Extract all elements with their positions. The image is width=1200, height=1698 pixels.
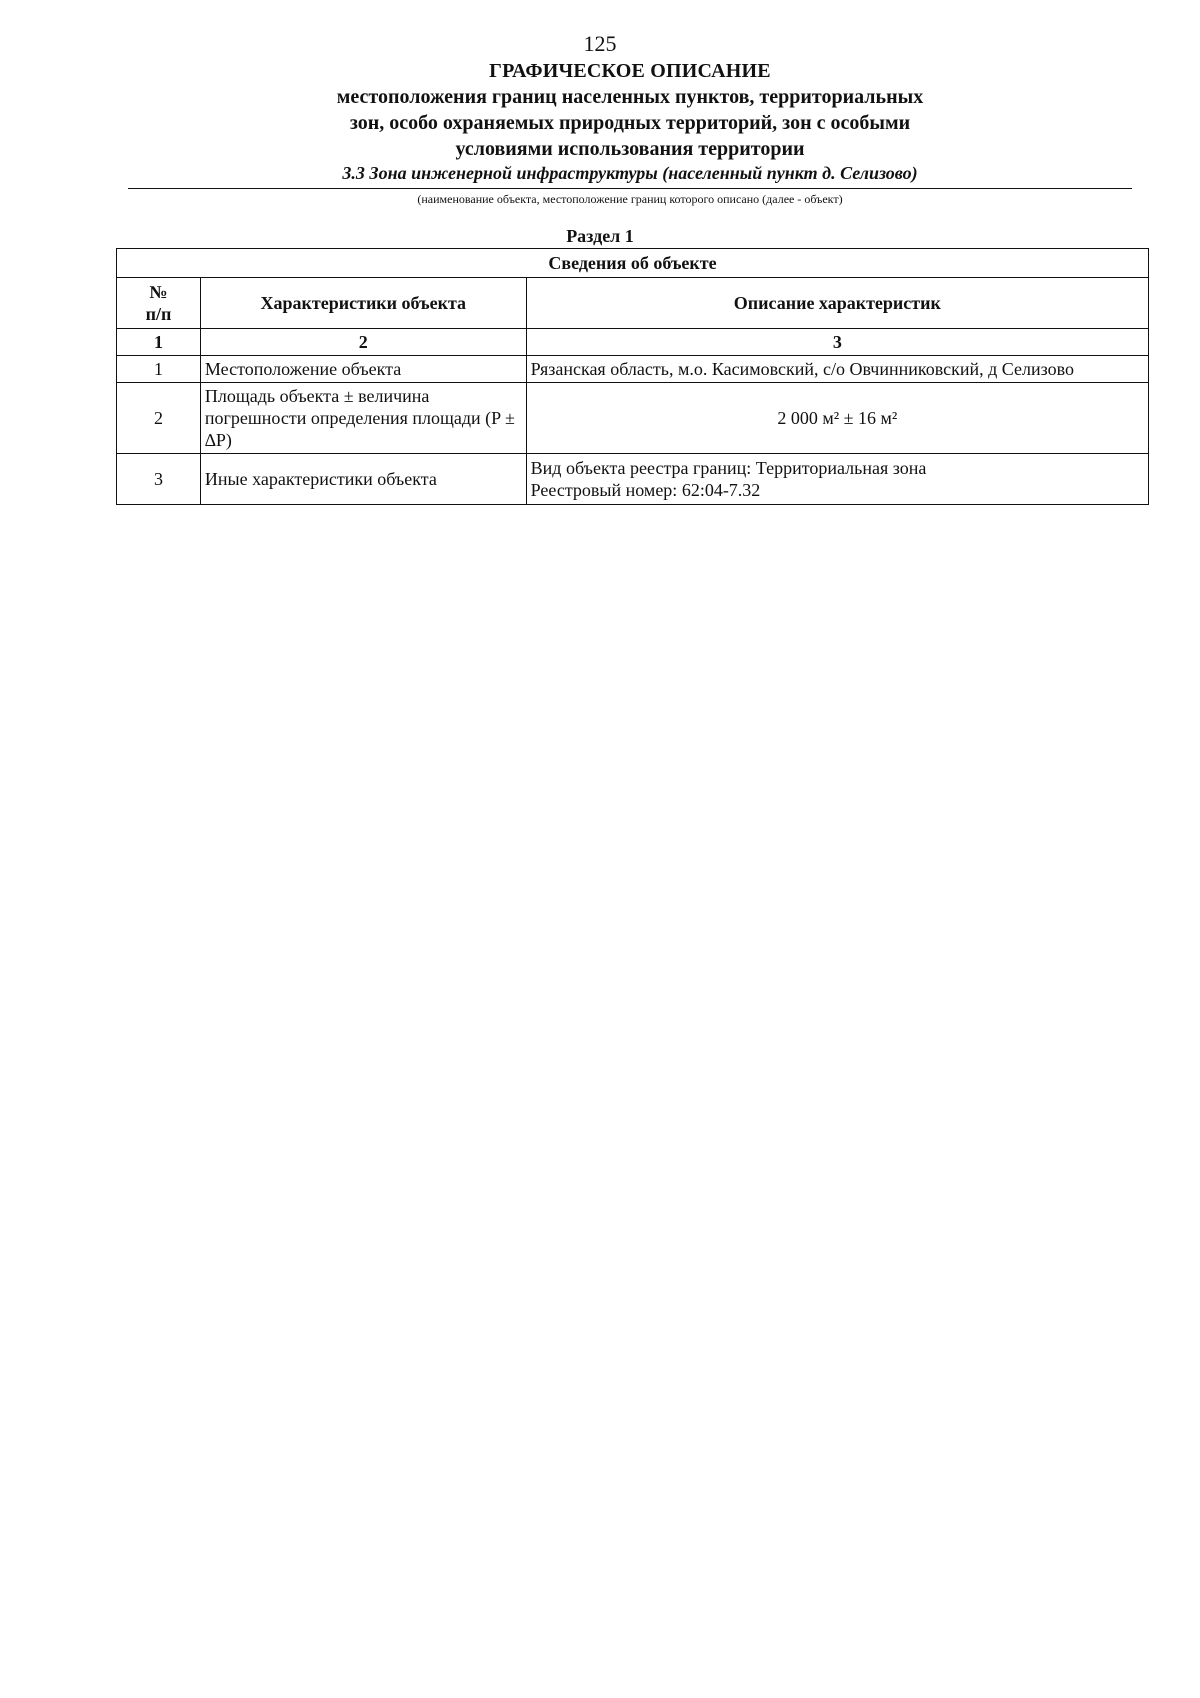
row-description-line: 2 000 м² ± 16 м² <box>777 408 898 428</box>
row-description <box>526 383 1148 454</box>
row-characteristic: Площадь объекта ± величина погрешности определения площади (P ± ∆P) <box>200 383 526 454</box>
object-info-table <box>116 248 1149 505</box>
object-name-underline <box>128 188 1132 189</box>
row-description-line: Вид объекта реестра границ: Территориальная зона <box>530 458 927 478</box>
table-index-row <box>117 329 1149 356</box>
document-subtitle-line-1: местоположения границ населенных пунктов, территориальных <box>336 86 924 108</box>
row-description <box>526 356 1148 383</box>
row-number: 2 <box>117 383 201 454</box>
row-number: 1 <box>117 356 201 383</box>
row-description-line: Рязанская область, м.о. Касимовский, с/о Овчинниковский, д Селизово <box>530 359 1074 379</box>
column-index-1: 1 <box>117 329 201 356</box>
row-description-line: Реестровый номер: 62:04-7.32 <box>530 480 761 500</box>
document-header <box>130 58 1130 162</box>
page-number: 125 <box>583 31 617 56</box>
row-description <box>526 454 1148 505</box>
table-row <box>117 356 1149 383</box>
section-title: Раздел 1 <box>566 226 634 246</box>
column-header-number <box>117 278 201 329</box>
table-caption: Сведения об объекте <box>117 249 1149 278</box>
table-caption-row <box>117 249 1149 278</box>
column-header-number-label: № п/п <box>145 282 172 324</box>
object-name-caption: (наименование объекта, местоположение границ которого описано (далее - объект) <box>417 192 843 206</box>
table-header-row <box>117 278 1149 329</box>
document-subtitle-line-2: зон, особо охраняемых природных территорий, зон с особыми <box>349 112 911 134</box>
table-row <box>117 454 1149 505</box>
column-index-2: 2 <box>200 329 526 356</box>
object-name: 3.3 Зона инженерной инфраструктуры (населенный пункт д. Селизово) <box>342 163 918 183</box>
row-characteristic: Местоположение объекта <box>200 356 526 383</box>
table-row <box>117 383 1149 454</box>
document-subtitle-line-3: условиями использования территории <box>455 138 805 160</box>
column-header-characteristic: Характеристики объекта <box>200 278 526 329</box>
row-characteristic: Иные характеристики объекта <box>200 454 526 505</box>
row-number: 3 <box>117 454 201 505</box>
document-title: ГРАФИЧЕСКОЕ ОПИСАНИЕ <box>489 60 771 82</box>
column-header-description: Описание характеристик <box>526 278 1148 329</box>
column-index-3: 3 <box>526 329 1148 356</box>
